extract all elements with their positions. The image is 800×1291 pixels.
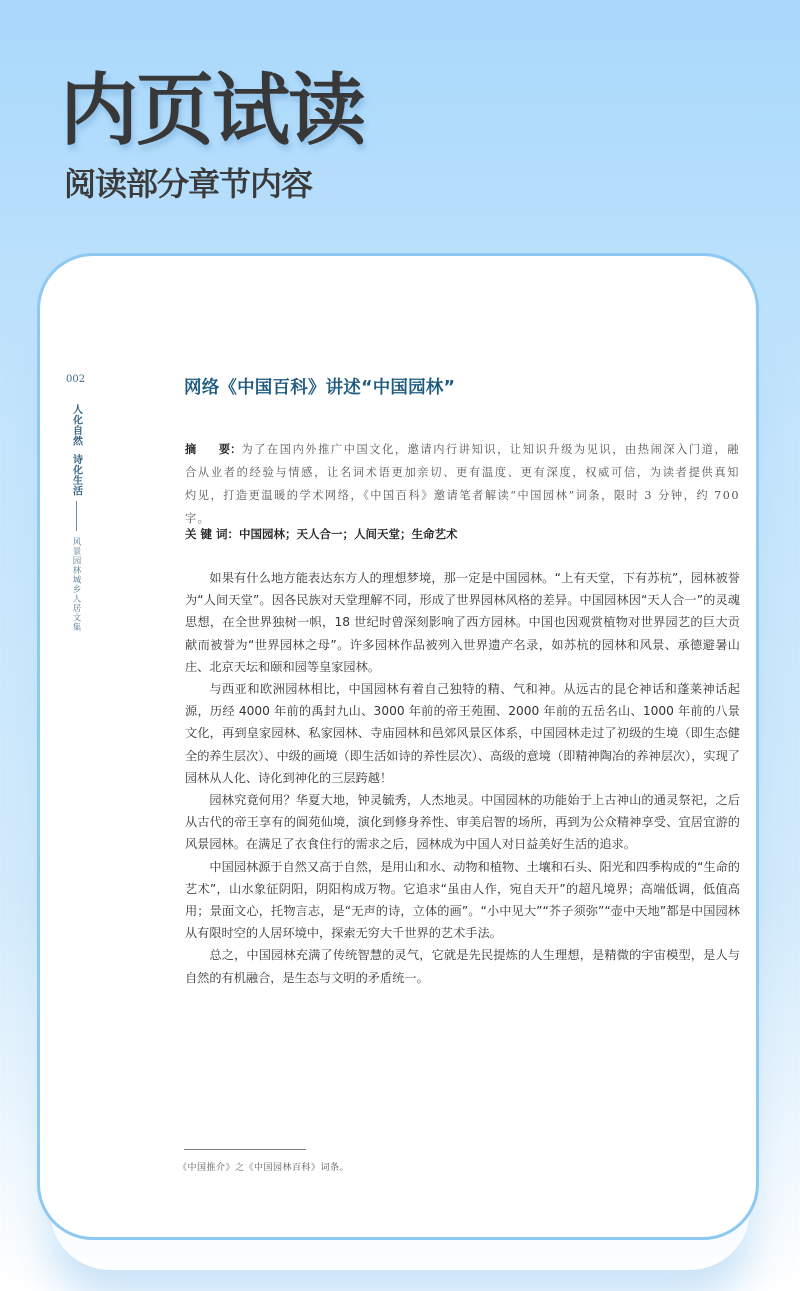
running-head [70, 404, 82, 632]
article-title: 网络《中国百科》讲述“中国园林” [184, 378, 456, 398]
running-head-part2: 诗化生活 [70, 454, 82, 496]
keywords [185, 526, 458, 542]
abstract-text: 为了在国内外推广中国文化，邀请内行讲知识，让知识升级为见识，由热闹深入门道，融合从业者的经验与情感，让名词术语更加亲切、更有温度、更有深度，权威可信，为读者提供真知灼见，打造更温暖的学术网络，《中国百科》邀请笔者解读“中国园林”词条，限时 3 分钟，约 700 字。 [185, 443, 740, 525]
paragraph: 如果有什么地方能表达东方人的理想梦境，那一定是中国园林。“上有天堂，下有苏杭”，园林被誉为“人间天堂”。因各民族对天堂理解不同，形成了世界园林风格的差异。中国园林因“天人合一”的灵魂思想，在全世界独树一帜，18 世纪时曾深刻影响了西方园林。中国也因观赏植物对世界园艺的巨大贡献而被誉为“世界园林之母”。许多园林作品被列入世界遗产名录，如苏杭的园林和风景、承德避暑山庄、北京天坛和颐和园等皇家园林。 [185, 571, 740, 674]
paragraph: 总之，中国园林充满了传统智慧的灵气，它就是先民提炼的人生理想，是精微的宇宙模型，是人与自然的有机融合，是生态与文明的矛盾统一。 [185, 948, 740, 985]
running-head-part1: 人化自然 [70, 404, 82, 446]
abstract-label: 摘 要： [185, 443, 242, 456]
paragraph: 与西亚和欧洲园林相比，中国园林有着自己独特的精、气和神。从远古的昆仑神话和蓬莱神话起源，历经 4000 年前的禹封九山、3000 年前的帝王苑囿、2000 年前的五岳名山、1000 年前的八景文化，再到皇家园林、私家园林、寺庙园林和邑郊风景区体系，中国园林走过了初级的生境（即生态健全的养生层次）、中级的画境（即生活如诗的养性层次）、高级的意境（即精神陶冶的养神层次），实现了园林从人化、诗化到神化的三层跨越！ [185, 682, 740, 785]
article-body [185, 567, 740, 989]
footnote-divider [184, 1149, 306, 1150]
page-number: 002 [66, 374, 86, 385]
keywords-text: 中国园林；天人合一；人间天堂；生命艺术 [239, 527, 458, 541]
running-head-part3: 风景园林城乡人居文集 [71, 537, 81, 632]
running-head-divider [76, 501, 77, 531]
keywords-label: 关 键 词： [185, 527, 240, 541]
footnote: 《中国推介》之《中国园林百科》词条。 [178, 1163, 350, 1173]
paragraph: 中国园林源于自然又高于自然，是用山和水、动物和植物、土壤和石头、阳光和四季构成的“生命的艺术”，山水象征阴阳，阴阳构成万物。它追求“虽由人作，宛自天开”的超凡境界；高端低调，低值高用；景面文心，托物言志，是“无声的诗，立体的画”。“小中见大”“芥子须弥”“壶中天地”都是中国园林从有限时空的人居环境中，探索无穷大千世界的艺术手法。 [185, 859, 740, 941]
paragraph: 园林究竟何用？华夏大地，钟灵毓秀，人杰地灵。中国园林的功能始于上古神山的通灵祭祀，之后从古代的帝王享有的阆苑仙境，演化到修身养性、审美启智的场所，再到为公众精神享受、宜居宜游的风景园林。在满足了衣食住行的需求之后，园林成为中国人对日益美好生活的追求。 [185, 793, 740, 852]
hero-subtitle: 阅读部分章节内容 [64, 165, 313, 203]
abstract [185, 438, 740, 530]
hero-title: 内页试读 [60, 66, 365, 156]
